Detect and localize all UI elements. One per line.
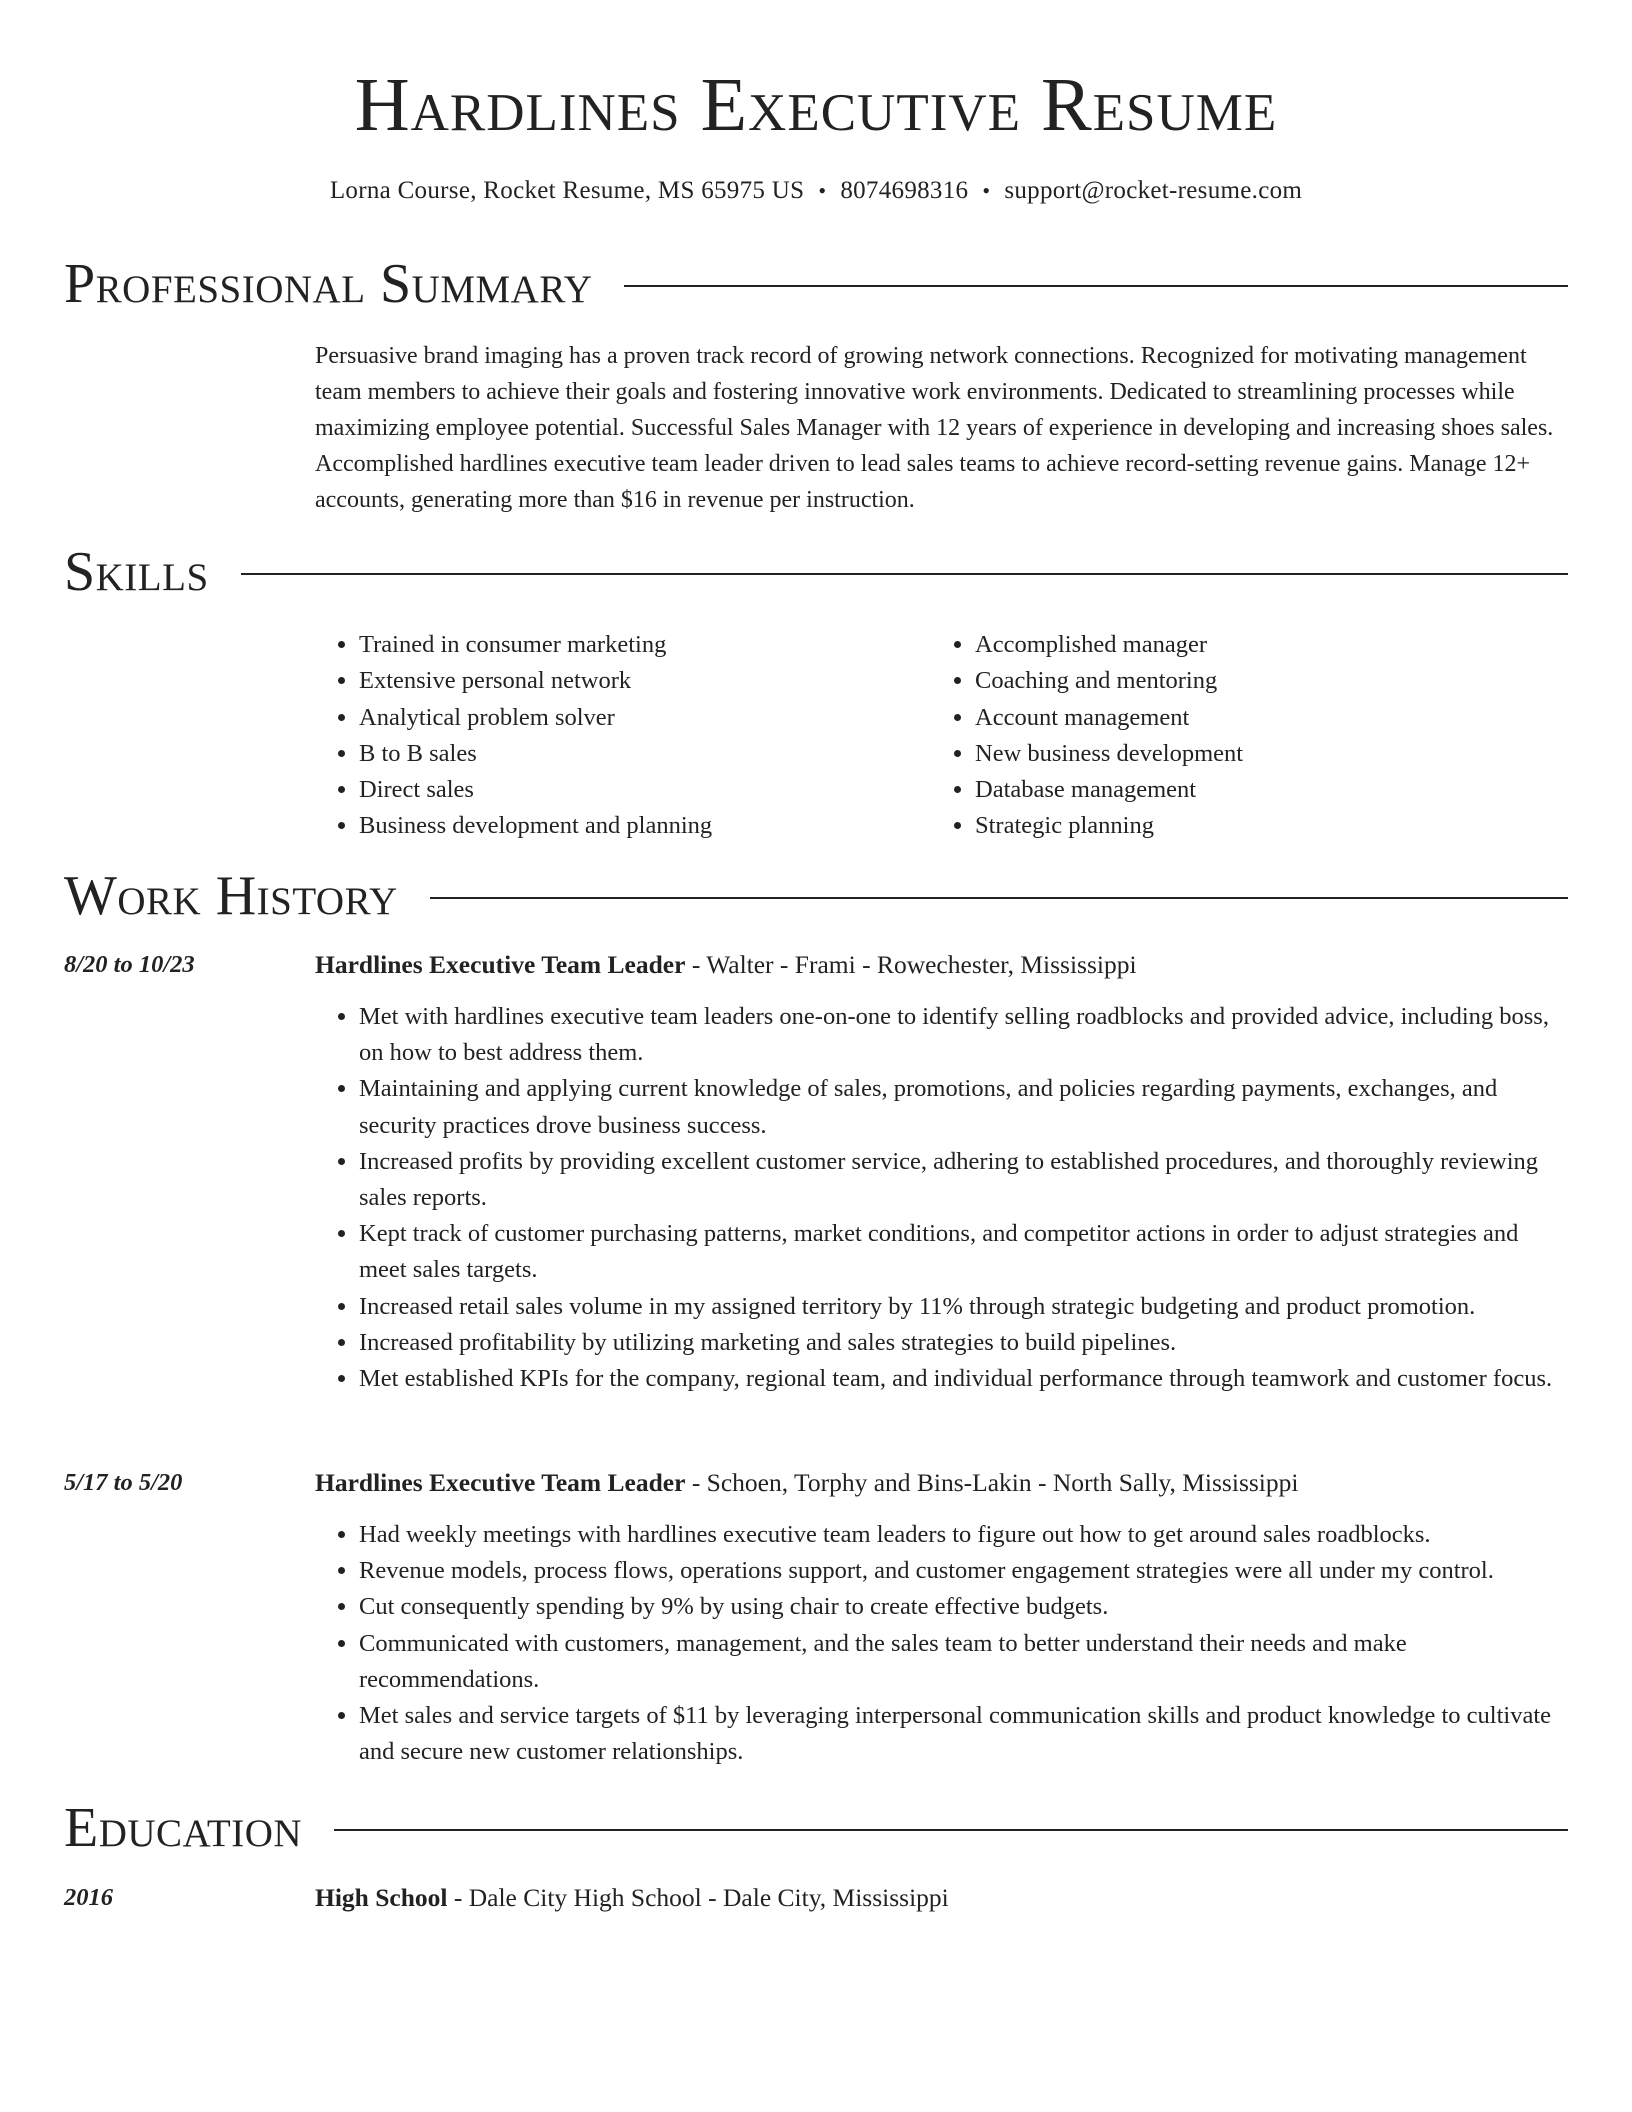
job-bullet: • Revenue models, process flows, operations support, and customer engagement strategies were all under my control. (359, 1553, 1569, 1589)
skill-item: • Trained in consumer marketing (359, 627, 919, 663)
education-section-title: Education (64, 1797, 303, 1859)
job-bullets (315, 999, 1569, 1397)
job-role: Hardlines Executive Team Leader (315, 950, 686, 979)
job-bullets (315, 1517, 1569, 1770)
contact-phone: 8074698316 (840, 177, 969, 204)
skills-list-left (315, 627, 919, 845)
section-divider (241, 573, 1568, 575)
job-employer: - Walter - Frami - Rowechester, Mississippi (685, 950, 1137, 979)
education-heading (315, 1880, 1565, 1916)
job-bullet: • Met with hardlines executive team leaders one-on-one to identify selling roadblocks and provided advice, including boss, on how to best address them. (359, 999, 1569, 1071)
section-divider (334, 1829, 1568, 1831)
summary-section-header (64, 252, 1568, 316)
skill-item: • Strategic planning (975, 808, 1535, 844)
skill-item: • Coaching and mentoring (975, 663, 1535, 699)
job-bullet: • Communicated with customers, management, and the sales team to better understand their needs and make recommendations. (359, 1626, 1569, 1698)
skill-item: • Database management (975, 772, 1535, 808)
job-bullet: • Increased profitability by utilizing marketing and sales strategies to build pipelines. (359, 1325, 1569, 1361)
contact-line (64, 174, 1568, 208)
education-degree: High School (315, 1883, 448, 1912)
job-bullet: • Met established KPIs for the company, regional team, and individual performance through teamwork and customer focus. (359, 1361, 1569, 1397)
job-heading (315, 1465, 1565, 1501)
job-bullet: • Kept track of customer purchasing patterns, market conditions, and competitor actions in order to adjust strategies and meet sales targets. (359, 1216, 1569, 1288)
skill-item: • Direct sales (359, 772, 919, 808)
contact-address: Lorna Course, Rocket Resume, MS 65975 US (329, 177, 805, 204)
job-heading (315, 947, 1565, 983)
job-bullet: • Increased profits by providing excellent customer service, adhering to established procedures, and thoroughly reviewing sales reports. (359, 1144, 1569, 1216)
job-employer: - Schoen, Torphy and Bins-Lakin - North Sally, Mississippi (685, 1468, 1299, 1497)
skill-item: • Accomplished manager (975, 627, 1535, 663)
skill-item: • Extensive personal network (359, 663, 919, 699)
job-bullet: • Had weekly meetings with hardlines executive team leaders to figure out how to get around sales roadblocks. (359, 1517, 1569, 1553)
skill-item: • B to B sales (359, 736, 919, 772)
section-divider (624, 285, 1568, 287)
skills-section-header (64, 540, 1568, 604)
skills-list-right (931, 627, 1535, 845)
work-section-title: Work History (64, 865, 398, 927)
work-section-header (64, 864, 1568, 928)
job-bullet: • Cut consequently spending by 9% by using chair to create effective budgets. (359, 1589, 1569, 1625)
resume-title: Hardlines Executive Resume (354, 63, 1278, 147)
summary-text: Persuasive brand imaging has a proven track record of growing network connections. Recognized for motivating management team members to achieve their goals and fostering innovative work environments. Dedicated to streamlining processes while maximizing employee potential. Successful Sales Manager with 12 years of experience in developing and increasing shoes sales. Accomplished hardlines executive team leader driven to lead sales teams to achieve record-setting revenue gains. Manage 12+ accounts, generating more than $16 in revenue per instruction. (315, 343, 1554, 513)
job-role: Hardlines Executive Team Leader (315, 1468, 686, 1497)
education-section-header (64, 1796, 1568, 1860)
skill-item: • New business development (975, 736, 1535, 772)
contact-separator: • (818, 178, 827, 203)
contact-separator: • (982, 178, 991, 203)
job-dates: 8/20 to 10/23 (64, 951, 195, 978)
job-bullet: • Maintaining and applying current knowledge of sales, promotions, and policies regarding payments, exchanges, and security practices drove business success. (359, 1071, 1569, 1143)
education-school: - Dale City High School - Dale City, Mississippi (447, 1883, 949, 1912)
job-bullet: • Met sales and service targets of $11 by leveraging interpersonal communication skills and product knowledge to cultivate and secure new customer relationships. (359, 1698, 1569, 1770)
skill-item: • Business development and planning (359, 808, 919, 844)
summary-section-title: Professional Summary (64, 253, 593, 315)
contact-email: support@rocket-resume.com (1004, 177, 1303, 204)
job-dates: 5/17 to 5/20 (64, 1469, 183, 1496)
skill-item: • Account management (975, 700, 1535, 736)
section-divider (430, 897, 1568, 899)
skill-item: • Analytical problem solver (359, 700, 919, 736)
education-date: 2016 (64, 1884, 113, 1911)
skills-section-title: Skills (64, 541, 209, 603)
job-bullet: • Increased retail sales volume in my assigned territory by 11% through strategic budgeting and product promotion. (359, 1289, 1569, 1325)
